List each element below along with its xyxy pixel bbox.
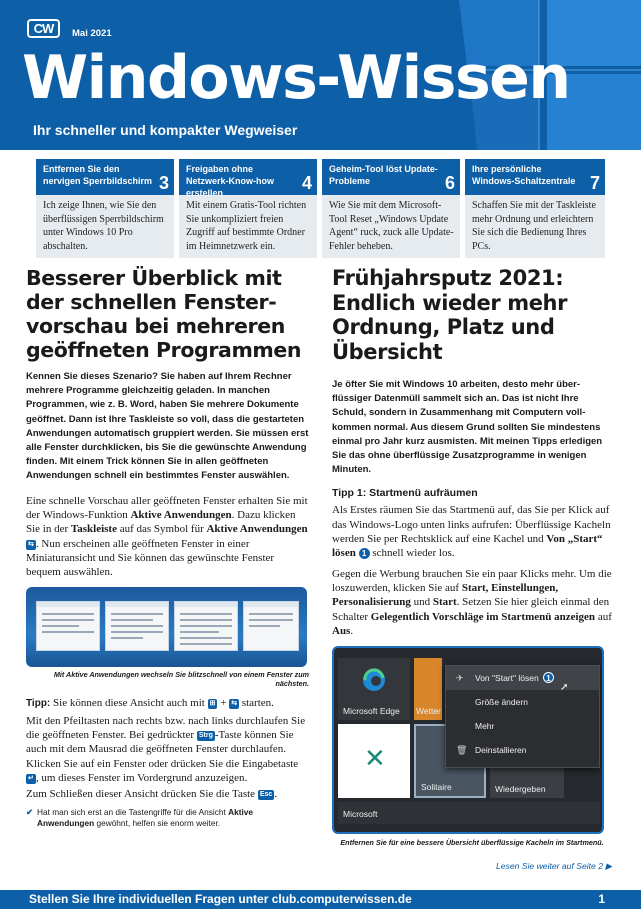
masthead-title: Windows-Wissen — [22, 43, 570, 113]
text-run: Zum Schließen dieser Ansicht drücken Sie die Taste — [26, 788, 256, 801]
right-article — [332, 266, 612, 872]
tile-xing[interactable] — [338, 724, 410, 798]
window-thumbnail — [36, 601, 100, 651]
teaser-box[interactable] — [179, 159, 317, 258]
menu-item-resize[interactable] — [446, 690, 599, 714]
tile-label: Wiedergeben — [495, 784, 546, 795]
step-marker-icon: 1 — [359, 548, 370, 559]
menu-item-label: Größe ändern — [475, 697, 528, 708]
text-run: auf — [597, 610, 612, 623]
figure-caption: Mit Aktive Anwendungen wechseln Sie blitzschnell von einem Fenster zum nächsten. — [53, 670, 309, 689]
text-run: starten. — [241, 697, 274, 710]
checkmark-note — [26, 807, 309, 829]
text-run: . Setzen Sie hier gleich einmal den Schalter — [332, 596, 610, 623]
unpin-icon: ✈ — [456, 673, 464, 684]
text-run: und — [413, 596, 431, 609]
tab-key-icon: ⇆ — [231, 700, 238, 708]
article-headline: Frühjahrsputz 2021: Endlich wieder mehr Ordnung, Platz und Übersicht — [332, 266, 568, 364]
emphasis: Start — [432, 596, 457, 609]
trash-icon: 🗑 — [456, 745, 468, 756]
menu-item-unpin[interactable] — [446, 666, 599, 694]
emphasis: Gelegentlich Vorschläge im Startmenü anzeigen — [370, 610, 596, 623]
teaser-title: Ihre persönliche Windows-Schaltzentrale — [472, 164, 576, 186]
text-run: gewöhnt, helfen sie enorm weiter. — [96, 818, 221, 829]
task-view-screenshot — [26, 587, 307, 667]
tile-weather[interactable] — [414, 658, 442, 720]
text-run: Als Erstes räumen Sie das Startmenü auf, das Sie per Klick auf das Windows-Logo unten links aufrufen: Überflüssige Kacheln werden Sie per Rechtsklick auf eine Kachel und — [332, 504, 611, 546]
ctrl-key-icon: Strg — [198, 732, 213, 739]
article-lead: Je öfter Sie mit Windows 10 arbeiten, desto mehr überflüssiger Datenmüll sammelt sich an. Das ist nicht Ihre Schuld, sondern in Zusammenhang mit Computern vollkommen normal. Aus diesem Grund sollten Sie mindestens einmal pro Jahr kurz ausmisten. Mit meinen Tipps erledigen Sie das ohne überflüssige Zusatzprogramme in wenigen Minuten. — [332, 379, 603, 476]
emphasis: Von „Start“ lösen — [332, 533, 603, 560]
text-run: auf das Symbol für — [119, 523, 204, 536]
text-run: . — [350, 624, 354, 637]
article-headline: Besserer Überblick mit der schnellen Fenstervorschau bei mehreren geöffneten Programmen — [26, 266, 302, 362]
masthead-subtitle: Ihr schneller und kompakter Wegweiser — [33, 122, 298, 138]
window-thumbnail — [174, 601, 238, 651]
article-paragraph — [332, 503, 612, 560]
window-thumbnail — [243, 601, 299, 651]
text-run: Sie können diese Ansicht auch mit — [53, 697, 205, 710]
startmenu-screenshot — [332, 646, 604, 834]
xing-icon: ✕ — [364, 744, 386, 775]
emphasis: Aktive Anwendungen — [37, 807, 253, 829]
windows-key-icon: ⊞ — [209, 700, 216, 708]
emphasis: Taskleiste — [70, 523, 117, 536]
footer-text: Stellen Sie Ihre individuellen Fragen unter club.computerwissen.de — [29, 892, 412, 906]
text-run: . — [274, 788, 278, 801]
teaser-title: Entfernen Sie den nervigen Sperrbildschirm — [43, 164, 153, 186]
figure-caption: Entfernen Sie für eine bessere Übersicht überflüssige Kacheln im Startmenü. — [340, 838, 604, 848]
step-marker-icon: 1 — [543, 672, 554, 683]
tip-paragraph — [26, 696, 309, 711]
article-paragraph — [26, 494, 309, 580]
text-run: . Nun erscheinen alle geöffneten Fenster in einer Miniaturansicht und Sie können das gewünschte Fenster bequem auswählen. — [26, 537, 275, 579]
teaser-header — [36, 159, 174, 195]
text-run: -Taste können Sie auch mit dem Mausrad die geöffneten Fenster durchlaufen. Klicken Sie auf ein Fenster oder drücken Sie die Eingabetaste — [26, 729, 299, 770]
emphasis: Aktive Anwendungen — [130, 508, 232, 521]
text-run: schnell wieder los. — [372, 547, 455, 560]
tile-label: Solitaire — [421, 782, 452, 793]
edge-icon — [362, 668, 386, 692]
tile-label: Microsoft Edge — [343, 706, 400, 717]
issue-date: Mai 2021 — [72, 28, 112, 39]
article-paragraph — [26, 714, 309, 785]
teaser-title: Freigaben ohne Netzwerk-Know-how erstellen — [186, 164, 275, 198]
teaser-box[interactable] — [465, 159, 605, 258]
text-run: , um dieses Fenster im Vordergrund anzuzeigen. — [35, 771, 248, 784]
teaser-header — [465, 159, 605, 195]
teaser-row — [36, 159, 605, 258]
tip-label: Tipp: — [26, 698, 51, 710]
article-lead: Kennen Sie dieses Szenario? Sie haben auf Ihrem Rechner mehrere Programme gleichzeitig geladen. In manchen Programmen, wie z. B. Word, haben Sie mehrere Dokumente geöffnet. Dann ist Ihre Taskleiste so voll, dass die gestarteten Anwendungen automatisch gruppiert werden. Sie müssen erst alle Fenster durchklicken, bis Sie die gewünschte Anwendung finden. Mit einem Trick können Sie in allen geöffneten Anwendungen schnell ein bestimmtes Fenster auswählen. — [26, 371, 309, 482]
text-run: Gegen die Werbung brauchen Sie ein paar Klicks mehr. Um die loszuwerden, klicken Sie auf — [332, 567, 612, 594]
menu-item-label: Von "Start" lösen — [475, 673, 539, 684]
emphasis: Aus — [332, 624, 351, 637]
section-heading: Tipp 1: Startmenü aufräumen — [332, 487, 478, 500]
teaser-page-number: 6 — [444, 173, 455, 193]
left-article — [26, 266, 309, 829]
menu-item-uninstall[interactable] — [446, 738, 599, 762]
teaser-header — [322, 159, 460, 195]
teaser-page-number: 7 — [589, 173, 600, 193]
computerwissen-logo: CW — [27, 19, 60, 38]
tile-edge[interactable] — [338, 658, 410, 720]
teaser-page-number: 4 — [301, 173, 312, 193]
tile-label: Microsoft — [343, 809, 378, 820]
text-run: Mit den Pfeiltasten nach rechts bzw. nach links durchlaufen Sie die geöffneten Fenster. Bei gedrückter — [26, 714, 306, 741]
menu-item-label: Mehr — [475, 721, 495, 732]
checkmark-icon: ✔ — [26, 807, 33, 818]
page-header — [0, 0, 641, 150]
menu-item-more[interactable] — [446, 714, 599, 738]
article-paragraph — [26, 787, 309, 801]
cursor-icon: ➚ — [560, 682, 569, 694]
text-run: + — [220, 697, 227, 710]
page-number: 1 — [598, 892, 605, 906]
emphasis: Aktive Anwendungen — [206, 523, 308, 536]
teaser-page-number: 3 — [158, 173, 169, 193]
teaser-box[interactable] — [322, 159, 460, 258]
teaser-text: Mit einem Gratis-Tool richten Sie unkompliziert freien Zugriff auf bestimmte Ordner im Heimnetzwerk ein. — [186, 200, 307, 252]
teaser-header — [179, 159, 317, 198]
enter-key-icon: ↵ — [28, 774, 34, 782]
teaser-text: Wie Sie mit dem Microsoft-Tool Reset „Windows Update Agent“ ruck, zuck alle Update-Fehler beheben. — [329, 200, 454, 252]
text-run: Hat man sich erst an die Tastengriffe für die Ansicht — [37, 807, 226, 818]
text-run: Eine schnelle Vorschau aller geöffneten Fenster erhalten Sie mit der Windows-Funktion — [26, 494, 308, 521]
article-paragraph — [332, 567, 612, 638]
menu-item-label: Deinstallieren — [475, 745, 527, 756]
window-thumbnail — [105, 601, 169, 651]
page-footer — [0, 890, 641, 909]
tile-group-microsoft[interactable] — [338, 802, 600, 824]
context-menu — [445, 665, 600, 768]
task-view-icon: ⇆ — [28, 540, 34, 548]
tile-label: Wetter — [416, 706, 441, 717]
text-run: . Dazu klicken Sie in der — [26, 508, 296, 536]
teaser-box[interactable] — [36, 159, 174, 258]
esc-key-icon: Esc — [259, 791, 273, 799]
emphasis: Start, Einstellungen, Personalisierung — [332, 581, 559, 609]
teaser-title: Geheim-Tool löst Update-Probleme — [329, 164, 438, 186]
teaser-text: Ich zeige Ihnen, wie Sie den überflüssigen Sperrbildschirm unter Windows 10 Pro abschalten. — [43, 200, 164, 252]
read-more-link[interactable]: Lesen Sie weiter auf Seite 2 ▶ — [495, 861, 612, 872]
teaser-text: Schaffen Sie mit der Taskleiste mehr Ordnung und erleichtern Sie sich die Bedienung Ihres PCs. — [472, 200, 596, 252]
